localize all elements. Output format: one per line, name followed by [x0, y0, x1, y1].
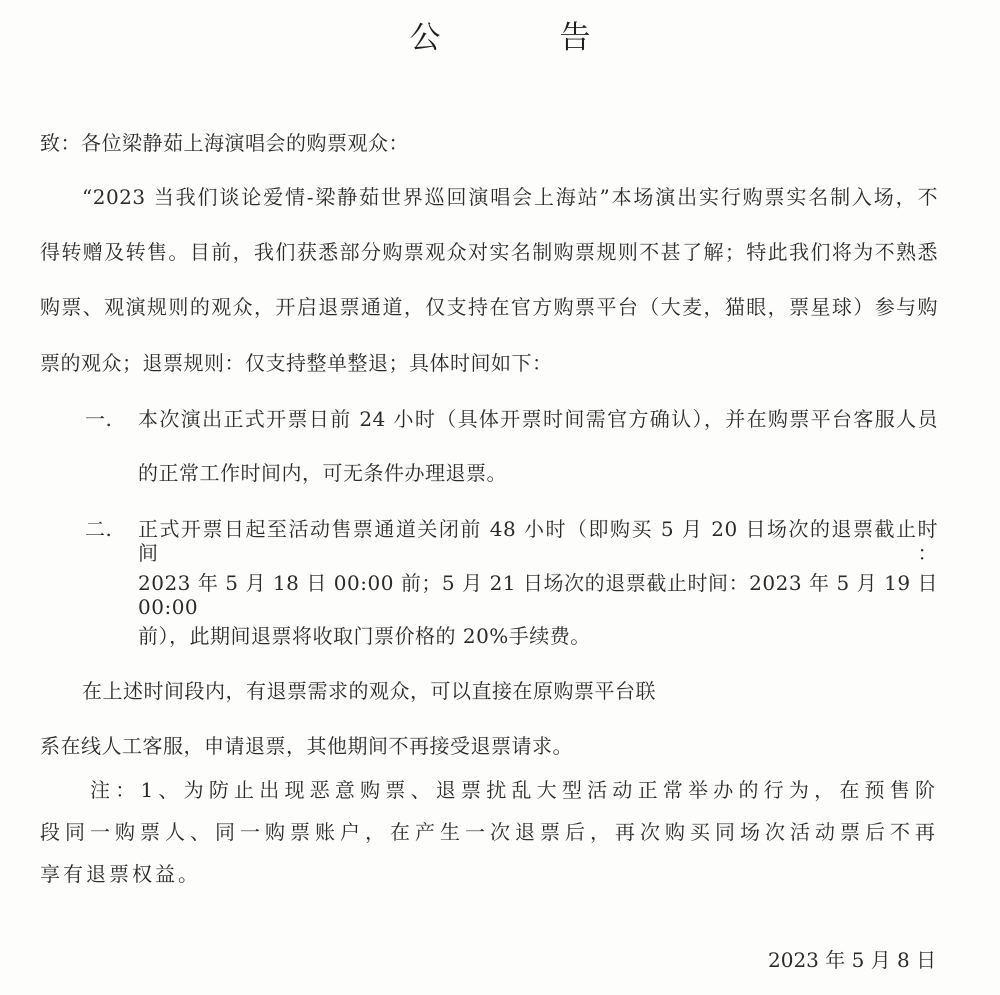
para2-line-1: 在上述时间段内，有退票需求的观众，可以直接在原购票平台联 — [82, 679, 656, 703]
item2-line-1: 正式开票日起至活动售票通道关闭前 48 小时（即购买 5 月 20 日场次的退票截止时间： — [138, 517, 938, 565]
para1-line-2: 得转赠及转售。目前，我们获悉部分购票观众对实名制购票规则不甚了解；特此我们将为不熟悉 — [40, 240, 938, 264]
item1-line-2: 的正常工作时间内，可无条件办理退票。 — [138, 461, 507, 485]
notice-title: 公 告 — [409, 20, 635, 56]
item2-line-3: 前），此期间退票将收取门票价格的 20%手续费。 — [138, 624, 591, 648]
notice-date: 2023 年 5 月 8 日 — [768, 948, 937, 972]
item1-marker: 一. — [85, 407, 113, 431]
note-line-3: 享有退票权益。 — [40, 862, 201, 886]
salutation: 致：各位梁静茹上海演唱会的购票观众： — [40, 131, 409, 155]
para2-line-2: 系在线人工客服，申请退票，其他期间不再接受退票请求。 — [40, 734, 573, 758]
para1-line-3: 购票、观演规则的观众，开启退票通道，仅支持在官方购票平台（大麦，猫眼，票星球）参与购 — [40, 295, 938, 319]
note-line-2: 段同一购票人、同一购票账户，在产生一次退票后，再次购买同场次活动票后不再 — [40, 820, 938, 844]
note-line-1: 注：1、为防止出现恶意购票、退票扰乱大型活动正常举办的行为，在预售阶 — [90, 778, 938, 802]
item2-marker: 二. — [85, 517, 113, 541]
para1-line-1: “2023 当我们谈论爱情-梁静茹世界巡回演唱会上海站”本场演出实行购票实名制入场，不 — [82, 185, 938, 209]
item1-line-1: 本次演出正式开票日前 24 小时（具体开票时间需官方确认），并在购票平台客服人员 — [138, 407, 938, 431]
item2-line-2: 2023 年 5 月 18 日 00:00 前；5 月 21 日场次的退票截止时间：2023 年 5 月 19 日 00:00 — [138, 571, 938, 619]
para1-line-4: 票的观众；退票规则：仅支持整单整退；具体时间如下： — [40, 351, 553, 375]
